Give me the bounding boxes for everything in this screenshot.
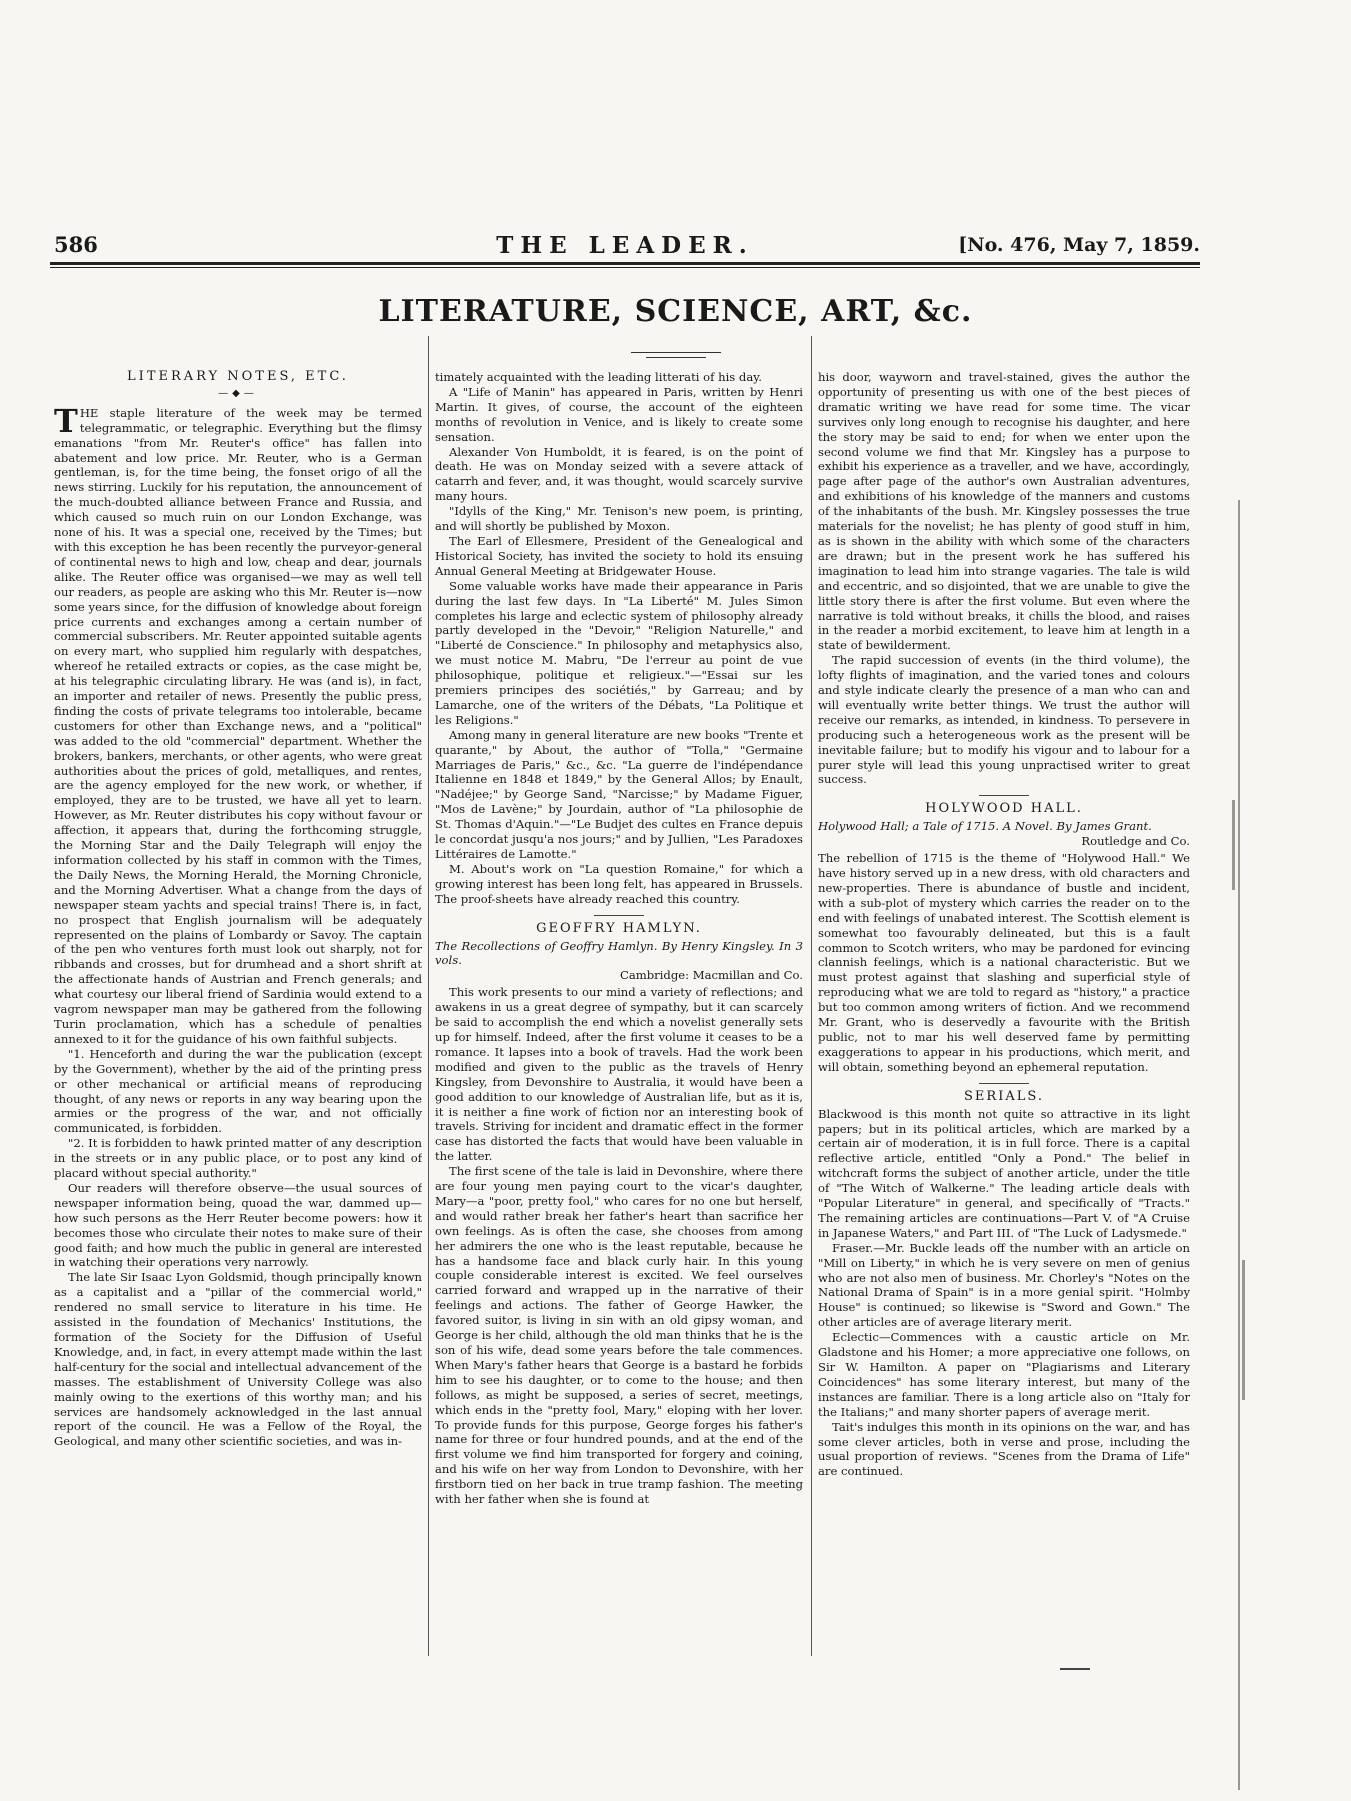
- article-paragraph: timately acquainted with the leading litterati of his day.: [435, 370, 762, 384]
- review-paragraph: This work presents to our mind a variety of reflections; and awakens in us a great degree of sympathy, but it can scarcely be said to accomplish the end which a novelist generally sets up for himself. Indeed, after the first volume it ceases to be a romance. It lapses into a book of travels. Had the work been modified and given to the public as the travels of Henry Kingsley, from Devonshire to Australia, it would have been a good addition to our knowledge of Australian life, but as it is, it is neither a fine work of fiction nor an interesting book of travels. Striving for incident and dramatic effect in the former case has distorted the facts that would have been valuable in the latter.: [435, 985, 803, 1164]
- separator-rule: [979, 1083, 1029, 1084]
- page-number: 586: [54, 232, 98, 257]
- column-divider: [811, 336, 812, 1656]
- heading-ornament: —◆—: [218, 387, 258, 399]
- review-heading-holywood-hall: HOLYWOOD HALL.: [925, 801, 1083, 817]
- masthead-rule-thin: [50, 267, 1200, 268]
- masthead: [50, 232, 1200, 258]
- column-1: [54, 370, 422, 1650]
- paragraph-text: HE staple literature of the week may be termed telegrammatic, or telegraphic. Everything but the flimsy emanations "from Mr. Reuter's office" has fallen into abatement and low price. Mr. Reuter, who is a German gentleman, is, for the time being, the fonset origo of all the news stirring. Luckily for his reputation, the announcement of the much-doubted alliance between France and Russia, and which caused so much ruin on our London Exchange, was none of his. It was a special one, received by the Times; but with this exception he has been recently the purveyor-general of continental news to high and low, cheap and dear, journals alike. The Reuter office was organised—we may as well tell our readers, as people are asking who this Mr. Reuter is—now some years since, for the diffusion of knowledge about foreign price currents and exchanges among a certain number of commercial subscribers. Mr. Reuter appointed suitable agents on every mart, who supplied him regularly with despatches, whereof he retailed extracts or copies, as the case might be, at his telegraphic circulating library. He was (and is), in fact, an importer and retailer of news. Presently the public press, finding the costs of private telegrams too intolerable, became customers for other than Exchange news, and a "political" was added to the old "commercial" department. Whether the brokers, bankers, merchants, or other agents, who were great authorities about the prices of gold, metalliques, and rentes, are the agency employed for the new work, or whether, if employed, they are to be trusted, we have all yet to learn. However, as Mr. Reuter distributes his copy without favour or affection, it appears that, during the forthcoming struggle, the Morning Star and the Daily Telegraph will enjoy the information collected by his staff in common with the Times, the Daily News, the Morning Herald, the Morning Chronicle, and the Morning Advertiser. What a change from the days of newspaper steam yachts and special trains! There is, in fact, no prospect that English journalism will be adequately represented on the plains of Lombardy or Savoy. The captain of the pen who ventures forth must look out sharply, not for ribbands and crosses, but for drumhead and a short shrift at the affectionate hands of Austrian and French generals; and what courtesy our liberal friend of Sardinia would extend to a vagrom newspaper man may be gathered from the following Turin proclamation, which has a schedule of penalties annexed to it for the guidance of his own faithful subjects.: [54, 405, 422, 1046]
- article-paragraph: The rapid succession of events (in the third volume), the lofty flights of imagination, and the varied tones and colours and style indicate clearly the presence of a man who can and will eventually write better things. We trust the author will receive our remarks, as intended, in kindness. To persevere in producing such a heterogeneous work as the present will be inevitable failure; but to modify his vigour and to labour for a purer style will lead this young unpractised writer to great success.: [818, 653, 1190, 787]
- article-paragraph: A "Life of Manin" has appeared in Paris, written by Henri Martin. It gives, of course, the account of the eighteen months of revolution in Venice, and is likely to create some sensation.: [435, 384, 803, 444]
- serials-heading: SERIALS.: [964, 1088, 1044, 1104]
- column-divider: [428, 336, 429, 1656]
- article-paragraph: his door, wayworn and travel-stained, gives the author the opportunity of presenting us with one of the best pieces of dramatic writing we have read for some time. The vicar survives only long enough to recognise his daughter, and here the story may be said to end; for when we enter upon the second volume we find that Mr. Kingsley has a purpose to exhibit his experience as a traveller, and we have, accordingly, page after page of the author's own Australian adventures, and exhibitions of his knowledge of the manners and customs of the inhabitants of the bush. Mr. Kingsley possesses the true materials for the novelist; he has plenty of good stuff in him, as is shown in the ability with which some of the characters are drawn; but in the present work he has suffered his imagination to lead him into strange vagaries. The tale is wild and eccentric, and so disjointed, that we are unable to give the little story there is after the first volume. But even where the narrative is told without breaks, it chills the blood, and raises in the reader a morbid excitement, to leave him at length in a state of bewilderment.: [818, 370, 1190, 653]
- binding-edge-marks: [1232, 500, 1246, 1790]
- article-paragraph: Alexander Von Humboldt, it is feared, is on the point of death. He was on Monday seized with a severe attack of catarrh and fever, and, it was thought, would scarcely survive many hours.: [435, 444, 803, 504]
- section-ornament-rule: [631, 352, 721, 353]
- article-paragraph: The Earl of Ellesmere, President of the Genealogical and Historical Society, has invited the society to hold its ensuing Annual General Meeting at Bridgewater House.: [435, 533, 803, 578]
- article-paragraph: "2. It is forbidden to hawk printed matter of any description in the streets or in any public place, or to post any kind of placard without special authority.": [54, 1136, 422, 1181]
- section-ornament-rule-short: [646, 357, 706, 358]
- serials-paragraph: Tait's indulges this month in its opinions on the war, and has some clever articles, both in verse and prose, including the usual proportion of reviews. "Scenes from the Drama of Life" are continued.: [818, 1419, 1190, 1479]
- article-paragraph: [54, 401, 422, 1047]
- issue-date: [No. 476, May 7, 1859.: [958, 234, 1200, 256]
- article-paragraph: Some valuable works have made their appearance in Paris during the last few days. In "La Liberté" M. Jules Simon completes his large and eclectic system of philosophy already partly developed in the "Devoir," "Religion Naturelle," and "Liberté de Conscience." In philosophy and metaphysics also, we must notice M. Mabru, "De l'erreur au point de vue philosophique, politique et religieux."—"Essai sur les premiers principes des sociétiés," by Garreau; and by Lamarche, one of the writers of the Débats, "La Politique et les Religions.": [435, 578, 803, 727]
- review-paragraph: The first scene of the tale is laid in Devonshire, where there are four young men paying court to the vicar's daughter, Mary—a "poor, pretty fool," who cares for no one but herself, and would rather break her father's heart than sacrifice her own feelings. As is often the case, she chooses from among her admirers the one who is the least reputable, because he has a handsome face and black curly hair. In this young couple considerable interest is excited. We feel ourselves carried forward and wrapped up in the narrative of their feelings and actions. The father of George Hawker, the favored suitor, is living in sin with an old gipsy woman, and George is her child, although the old man thinks that he is the son of his wife, dead some years before the tale commences. When Mary's father hears that George is a bastard he forbids him to see his daughter, or to come to the house; and then follows, as might be supposed, a series of secret, meetings, which ends in the "pretty fool, Mary," eloping with her lover. To provide funds for this purpose, George forges his father's name for three or four hundred pounds, and at the end of the first volume we find him transported for forgery and coining, and his wife on her way from London to Devonshire, with her firstborn tied on her back in true tramp fashion. The meeting with her father when she is found at: [435, 1164, 803, 1507]
- review-publisher: Cambridge: Macmillan and Co.: [619, 968, 803, 983]
- drop-cap: T: [54, 401, 78, 440]
- serials-paragraph: Blackwood is this month not quite so attractive in its light papers; but in its political articles, which are marked by a certain air of moderation, it is in full force. There is a capital reflective article, entitled "Only a Pond." The belief in witchcraft forms the subject of another article, under the title of "The Witch of Walkerne." The leading article deals with "Popular Literature" in general, and specifically of "Tracts." The remaining articles are continuations—Part V. of "A Cruise in Japanese Waters," and Part III. of "The Luck of Ladysmede.": [818, 1106, 1190, 1240]
- review-paragraph: The rebellion of 1715 is the theme of "Holywood Hall." We have history served up in a new dress, with old characters and new-properties. There is abundance of bustle and incident, with a sub-plot of mystery which carries the reader on to the end with feelings of unabated interest. The Scottish element is somewhat too favourably delineated, but this is a fault common to Scotch writers, who may be pardoned for evincing clannish feelings, which is a national characteristic. But we must protest against that slashing and superficial style of reproducing what we are told to regard as "history," a practice but too common among writers of fiction. And we recommend Mr. Grant, who is deservedly a favourite with the British public, not to mar his well deserved fame by permitting exaggerations to appear in his productions, which merit, and will obtain, something beyond an ephemeral reputation.: [818, 851, 1190, 1074]
- newspaper-title: THE LEADER.: [496, 232, 754, 259]
- column-2: [435, 370, 803, 1650]
- article-paragraph: "1. Henceforth and during the war the publication (except by the Government), whether by the aid of the printing press or other mechanical or artificial means of reproducing thought, of any news or reports in any way bearing upon the armies or the progress of the war, and not officially communicated, is forbidden.: [54, 1046, 422, 1136]
- article-heading-literary-notes: LITERARY NOTES, ETC.: [127, 370, 349, 384]
- review-book-citation: Holywood Hall; a Tale of 1715. A Novel. By James Grant.: [818, 819, 1152, 834]
- review-book-citation: The Recollections of Geoffry Hamlyn. By Henry Kingsley. In 3 vols.: [435, 938, 803, 968]
- review-publisher: Routledge and Co.: [1081, 834, 1190, 849]
- section-title: LITERATURE, SCIENCE, ART, &c.: [378, 294, 973, 329]
- article-paragraph: Among many in general literature are new books "Trente et quarante," by About, the author of "Tolla," "Germaine Marriages de Paris," &c., &c. "La guerre de l'indépendance Italienne en 1848 et 1849," by the General Allos; by Enault, "Nadéjee;" by George Sand, "Narcisse;" by Madame Figuer, "Mos de Lavène;" by Jourdain, author of "La philosophie de St. Thomas d'Aquin."—"Le Budjet des cultes en France depuis le concordat jusqu'a nos jours;" and by Jullien, "Les Paradoxes Littéraires de Lamotte.": [435, 727, 803, 861]
- review-heading-geoffry-hamlyn: GEOFFRY HAMLYN.: [536, 920, 702, 936]
- article-paragraph: Our readers will therefore observe—the usual sources of newspaper information being, quoad the war, dammed up—how such persons as the Herr Reuter become powers: how it becomes those who circulate their notes to make sure of their good faith; and how much the public in general are interested in watching their operations very narrowly.: [54, 1180, 422, 1270]
- stray-mark: [1060, 1668, 1090, 1675]
- column-3: [818, 370, 1190, 1650]
- masthead-rule: [50, 262, 1200, 265]
- separator-rule: [594, 915, 644, 916]
- article-paragraph: The late Sir Isaac Lyon Goldsmid, though principally known as a capitalist and a "pillar of the commercial world," rendered no small service to literature in his time. He assisted in the foundation of Mechanics' Institutions, the formation of the Society for the Diffusion of Useful Knowledge, and, in fact, in every attempt made within the last half-century for the social and intellectual advancement of the masses. The establishment of University College was also mainly owing to the exertions of this worthy man; and his services are handsomely acknowledged in the last annual report of the council. He was a Fellow of the Royal, the Geological, and many other scientific societies, and was in-: [54, 1270, 422, 1449]
- article-paragraph: "Idylls of the King," Mr. Tenison's new poem, is printing, and will shortly be published by Moxon.: [435, 504, 803, 534]
- article-paragraph: M. About's work on "La question Romaine," for which a growing interest has been long felt, has appeared in Brussels. The proof-sheets have already reached this country.: [435, 861, 803, 906]
- separator-rule: [979, 795, 1029, 796]
- serials-paragraph: Eclectic—Commences with a caustic article on Mr. Gladstone and his Homer; a more appreciative one follows, on Sir W. Hamilton. A paper on "Plagiarisms and Literary Coincidences" has some literary interest, but many of the instances are familiar. There is a long article also on "Italy for the Italians;" and many shorter papers of average merit.: [818, 1330, 1190, 1419]
- serials-paragraph: Fraser.—Mr. Buckle leads off the number with an article on "Mill on Liberty," in which he is very severe on men of genius who are not also men of business. Mr. Chorley's "Notes on the National Drama of Spain" is in a more genial spirit. "Holmby House" is continued; so likewise is "Sword and Gown." The other articles are of average literary merit.: [818, 1240, 1190, 1330]
